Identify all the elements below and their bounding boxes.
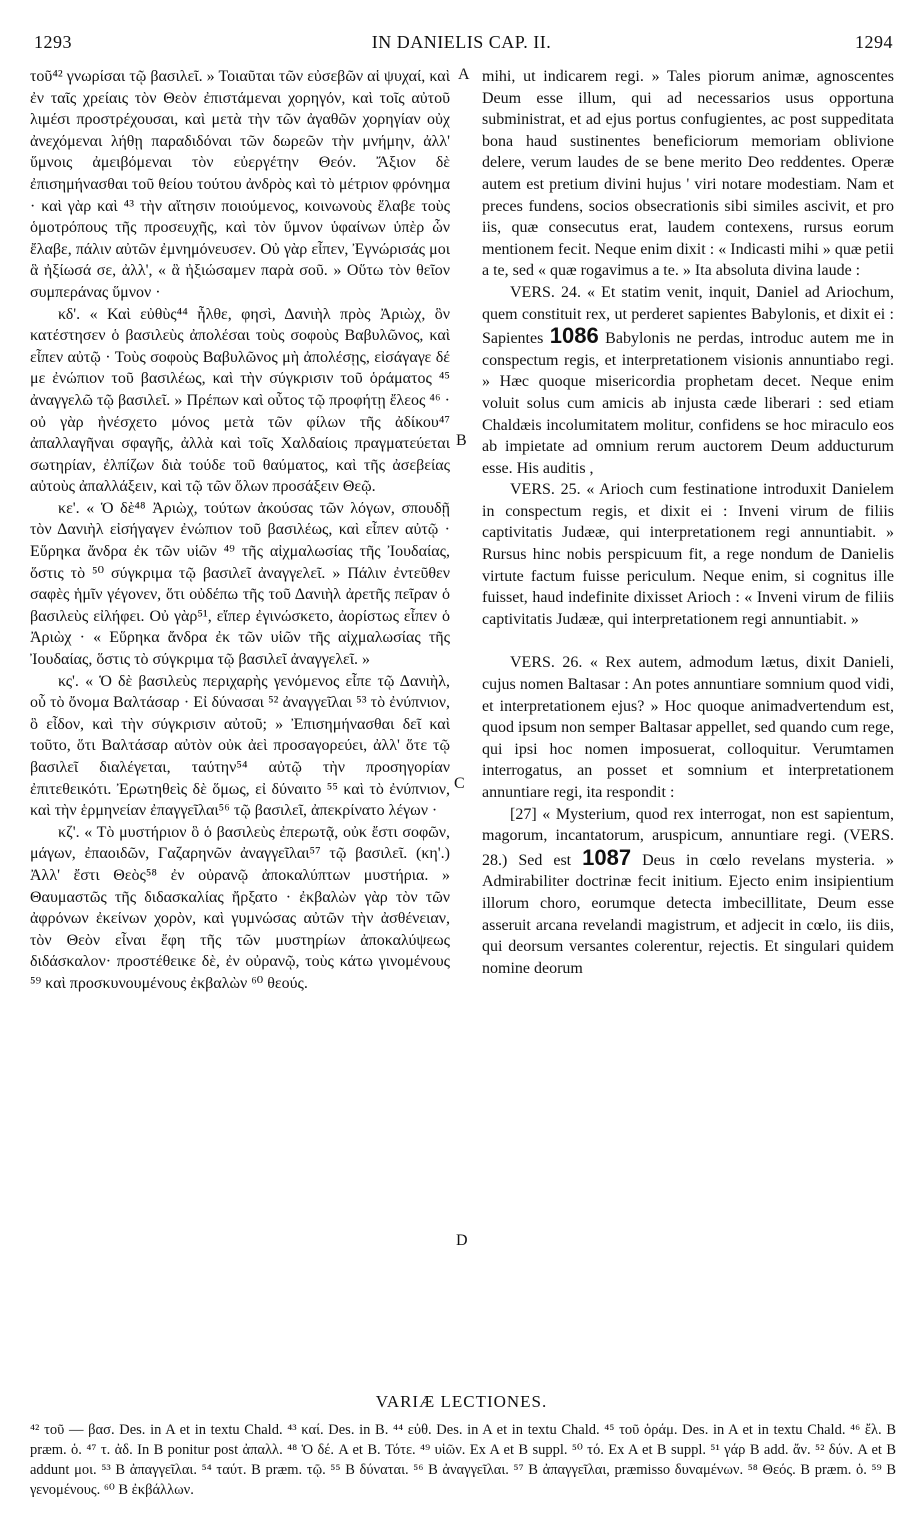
latin-paragraph: VERS. 24. « Et statim venit, inquit, Daniel ad Ariochum, quem constituit rex, ut perderet sapientes Babylonis, et dixit ei : Sapientes 1086 Babylonis ne perdas, introduc autem me in conspectum regis, et interpretationem visionis annuntiabo regi. » Hæc quoque misericordia prophetam decet. Neque enim voluit solus cum amicis ab injusta cæde liberari : sed etiam Chaldæis incolumitatem molitur, confidens se hoc miraculo eos ab impietate ad omnium rerum auctorem Deum adducturum esse. His auditis , <box>482 283 894 477</box>
margin-marker-b: B <box>456 432 467 449</box>
column-number: 1087 <box>582 844 632 870</box>
margin-marker-d: D <box>456 1232 468 1249</box>
greek-paragraph: κδ'. « Καὶ εὐθὺς⁴⁴ ἦλθε, φησὶ, Δανιὴλ πρὸς Ἀριὼχ, ὃν κατέστησεν ὁ βασιλεὺς ἀπολέσαι τοὺς σοφοὺς Βαβυλῶνος, καὶ εἶπεν αὐτῷ · Τοὺς σοφοὺς Βαβυλῶνος μὴ ἀπολέσῃς, εἰσάγαγε δέ με ἐνώπιον τοῦ βασιλέως, καὶ τὴν σύγκρισιν τοῦ ὁράματος ⁴⁵ ἀναγγελῶ τῷ βασιλεῖ. » Πρέπων καὶ οὗτος τῷ προφήτῃ ἔλεος ⁴⁶ · οὐ γὰρ ἠνέσχετο μόνος μετὰ τῶν φίλων τῆς ἀδίκου⁴⁷ ἀπαλλαγῆναι σφαγῆς, ἀλλὰ καὶ τοῖς Χαλδαίοις πραγματεύεται σωτηρίαν, ἐλπίζων διὰ τούδε τοῦ θαύματος, καὶ τῆς ἀσεβείας αὐτοὺς ἀπαλλάξειν, καὶ τῷ τῶν ὅλων προσάξειν Θεῷ. <box>30 305 450 496</box>
latin-column <box>482 66 894 979</box>
latin-paragraph: VERS. 25. « Arioch cum festinatione introduxit Danielem in conspectum regis, et dixit ei : Inveni virum de filiis captivitatis Judææ, qui interpretationem regi annuntiabit. » Rursus hinc nobis perspicuum fit, a rege nondum de Danielis virtute factum fuisse periculum. Neque enim, si cognitus ille fuisset, haud indefinite dixisset Arioch : « Inveni virum de filiis captivitatis Judææ, qui interpretationem regi annuntiabit. » <box>482 481 894 628</box>
variants-heading: VARIÆ LECTIONES. <box>375 1392 548 1411</box>
column-number: 1086 <box>549 323 599 349</box>
greek-paragraph: τοῦ⁴² γνωρίσαι τῷ βασιλεῖ. » Τοιαῦται τῶν εὐσεβῶν αἱ ψυχαί, καὶ ἐν ταῖς χρείαις τὸν Θεὸν ἐπιστάμεναι χορηγόν, καὶ τοῖς αὐτοῦ λιμέσι προστρέχουσαι, καὶ μετὰ τὴν τῶν ἀγαθῶν χορηγίαν οὐχ ἀνεχόμεναι λήθῃ παραδιδόναι τῶν δωρεῶν τὴν μνήμην, ἀλλ' ὕμνοις ἀμειβόμεναι τὸν εὐεργέτην Θεόν. Ἄξιον δὲ ἐπισημήνασθαι τοῦ θείου τούτου ἀνδρὸς καὶ τὸ μέτριον φρόνημα · καὶ γὰρ καὶ ⁴³ τὴν αἴτησιν ποιούμενος, κοινωνοὺς ἔλαβε τοὺς ὁμοτρόπους τῆς προσευχῆς, καὶ τὸν ὕμνον ὑφαίνων ὑπὲρ ὧν ἔλαβε, πάλιν αὐτῶν ἐμνημόνευσεν. Οὐ γὰρ εἶπεν, Ἐγνώρισάς μοι ἃ ἠξίωσά σε, ἀλλ', « ἃ ἠξιώσαμεν παρὰ σοῦ. » Οὕτω τὸν θεῖον συμπεράνας ὕμνον · <box>30 68 450 301</box>
page-number-right: 1294 <box>855 32 893 52</box>
greek-paragraph: κε'. « Ὁ δὲ⁴⁸ Ἀριὼχ, τούτων ἀκούσας τῶν λόγων, σπουδῇ τὸν Δανιὴλ εἰσήγαγεν ἐνώπιον τοῦ βασιλέως, καὶ εἶπεν αὐτῷ · Εὕρηκα ἄνδρα ἐκ τῶν υἱῶν ⁴⁹ τῆς αἰχμαλωσίας τῆς Ἰουδαίας, ὅστις τὸ ⁵⁰ σύγκριμα τῷ βασιλεῖ ἀναγγελεῖ. » Πάλιν ἐντεῦθεν σαφὲς ἡμῖν γέγονεν, ὅτι οὐδέπω τῆς τοῦ Δανιὴλ ἀρετῆς πεῖραν ὁ βασιλεὺς εἰλήφει. Οὐ γὰρ⁵¹, εἴπερ ἐγινώσκετο, ἀορίστως εἶπεν ὁ Ἀριὼχ · « Εὕρηκα ἄνδρα ἐκ τῶν υἱῶν τῆς αἰχμαλωσίας τῆς Ἰουδαίας, ὅστις τὸ σύγκριμα τῷ βασιλεῖ ἀναγγελεῖ. » <box>30 499 450 669</box>
greek-paragraph: κς'. « Ὁ δὲ βασιλεὺς περιχαρὴς γενόμενος εἶπε τῷ Δανιὴλ, οὗ τὸ ὄνομα Βαλτάσαρ · Εἰ δύνασαι ⁵² ἀναγγεῖλαι ⁵³ τὸ ἐνύπνιον, ὃ εἶδον, καὶ τὴν σύγκρισιν αὐτοῦ; » Ἐπισημήνασθαι δεῖ καὶ τοῦτο, ὅτι Βαλτάσαρ αὐτὸν οὐκ ἀεὶ προσαγορεύει, ἀλλ' ὅτε τῷ βασιλεῖ διαλέγεται, ταύτην⁵⁴ αὐτῷ τὴν προσηγορίαν ἐπιτεθεικότι. Ἐρωτηθεὶς δὲ ὅμως, εἰ δύναιτο ⁵⁵ καὶ τὸ ἐνύπνιον, καὶ τὴν ἑρμηνείαν ἐπαγγεῖλαι⁵⁶ τῷ βασιλεῖ, ἀπεκρίνατο λέγων · <box>30 672 450 820</box>
greek-column <box>30 66 450 995</box>
margin-marker-a: A <box>458 66 470 83</box>
greek-paragraph: κζ'. « Τὸ μυστήριον ὃ ὁ βασιλεὺς ἐπερωτᾷ, οὐκ ἔστι σοφῶν, μάγων, ἐπαοιδῶν, Γαζαρηνῶν ἀναγγεῖλαι⁵⁷ τῷ βασιλεῖ. (κη'.) Ἀλλ' ἔστι Θεὸς⁵⁸ ἐν οὐρανῷ ἀποκαλύπτων μυστήρια. » Θαυμαστῶς τῆς διδασκαλίας ἤρξατο · ἐκβαλὼν γὰρ τὸν τῶν ἀφρόνων ἐκείνων χορὸν, καὶ γυμνώσας αὐτῶν τὴν ἀσθένειαν, τὸν Θεὸν εἶναι ἔφη τῆς τῶν μυστηρίων ἀποκαλύψεως διδάσκαλον· προστέθεικε δὲ, ἐν οὐρανῷ, τοὺς κάτω γινομένους ⁵⁹ καὶ προσκυνουμένους ἐκβαλὼν ⁶⁰ θεούς. <box>30 823 450 992</box>
margin-marker-c: C <box>454 775 465 792</box>
variants-footnotes <box>30 1420 896 1500</box>
latin-paragraph: mihi, ut indicarem regi. » Tales piorum animæ, agnoscentes Deum esse illum, qui ad necessarios usus opportuna subministrat, et ad ejus portus confugientes, ac post suppeditata bona haud sustinentes beneficiorum memoriam oblivione delere, verum laudes de se bene merito Deo reddentes. Operæ autem est pretium divini hujus ' viri notare modestiam. Nam et preces fundens, socios obsecrationis sibi similes ascivit, et pro iis, quæ consecutus erat, laudem contexens, rursus eorum mentionem fecit. Neque enim dixit : « Indicasti mihi » quæ petii a te, sed « quæ rogavimus a te. » Ita absoluta divina laude : <box>482 68 894 280</box>
variants-text: ⁴² τοῦ — βασ. Des. in A et in textu Chald. ⁴³ καί. Des. in B. ⁴⁴ εὐθ. Des. in A et in textu Chald. ⁴⁵ τοῦ ὁράμ. Des. in A et in textu Chald. ⁴⁶ ἔλ. B præm. ὁ. ⁴⁷ τ. ἀδ. In B ponitur post ἀπαλλ. ⁴⁸ Ὁ δέ. A et B. Τότε. ⁴⁹ υἱῶν. Ex A et B suppl. ⁵⁰ τό. Ex A et B suppl. ⁵¹ γάρ B add. ἄν. ⁵² δύν. A et B addunt μοι. ⁵³ B ἀπαγγεῖλαι. ⁵⁴ ταύτ. B præm. τῷ. ⁵⁵ B δύναται. ⁵⁶ B ἀναγγεῖλαι. ⁵⁷ B ἀπαγγεῖλαι, præmisso δυναμένων. ⁵⁸ Θεός. B præm. ὁ. ⁵⁹ B γενομένους. ⁶⁰ B ἐκβάλλων. <box>30 1422 896 1498</box>
page-number-left: 1293 <box>34 32 72 52</box>
latin-paragraph: [27] « Mysterium, quod rex interrogat, non est sapientum, magorum, incantatorum, aruspicum, annuntiare regi. (VERS. 28.) Sed est 1087 Deus in cœlo revelans mysteria. » Admirabiliter doctrinæ fecit initium. Ejecto enim insipientium illorum choro, eorumque detecta imbecillitate, Deum esse asseruit arcana revelandi magistrum, et adjecit in cœlo, iis diis, qui deorsum versantes colerentur, rejectis. Et singulari quidem nomine deorum <box>482 805 894 977</box>
latin-paragraph: VERS. 26. « Rex autem, admodum lætus, dixit Danieli, cujus nomen Baltasar : An potes annuntiare somnium quod vidi, et interpretationem ejus? » Hoc quoque animadvertendum est, quod ipsum non semper Baltasar appellet, sed quando cum rege, qui ipsi hoc nomen imposuerat, colloquitur. Verumtamen interrogatus, an posset et somnium et interpretationem annuntiare regi, ita respondit : <box>482 654 894 801</box>
running-title: IN DANIELIS CAP. II. <box>371 32 552 52</box>
